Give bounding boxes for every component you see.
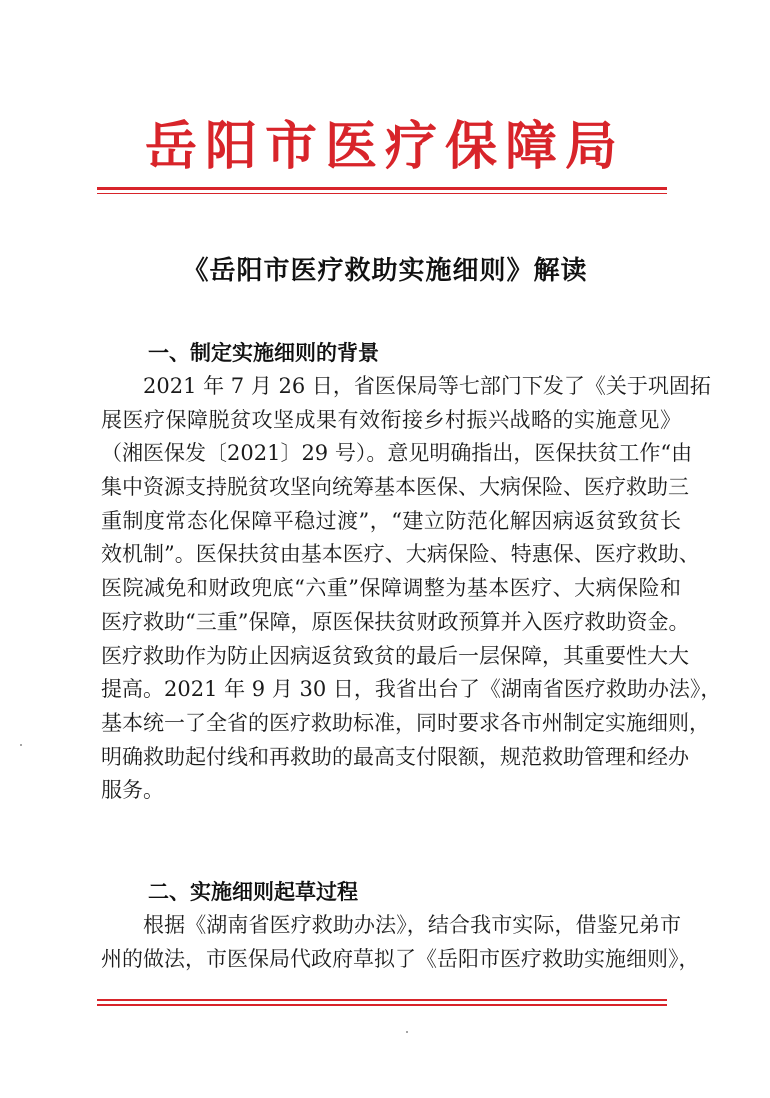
footer-rule-bottom xyxy=(97,1004,667,1006)
paragraph-line: 集中资源支持脱贫攻坚向统筹基本医保、大病保险、医疗救助三 xyxy=(101,475,689,500)
document-title: 《岳阳市医疗救助实施细则》解读 xyxy=(182,256,588,286)
paragraph-line: 医院减免和财政兜底“六重”保障调整为基本医疗、大病保险和 xyxy=(101,576,681,601)
scan-speck xyxy=(20,744,22,746)
footer-rule-top xyxy=(97,999,667,1001)
paragraph-line: 展医疗保障脱贫攻坚成果有效衔接乡村振兴战略的实施意见》 xyxy=(101,407,681,432)
section-heading-drafting: 二、实施细则起草过程 xyxy=(148,880,358,904)
section-paragraph-background xyxy=(101,370,722,808)
paragraph-line: 明确救助起付线和再救助的最高支付限额，规范救助管理和经办 xyxy=(101,744,689,769)
section-paragraph-drafting xyxy=(101,909,700,976)
paragraph-line: 医疗救助作为防止因病返贫致贫的最后一层保障，其重要性大大 xyxy=(101,643,689,668)
paragraph-line: 提高。2021 年 9 月 30 日，我省出台了《湖南省医疗救助办法》， xyxy=(101,677,722,702)
paragraph-line: 基本统一了全省的医疗救助标准，同时要求各市州制定实施细则， xyxy=(101,710,710,735)
paragraph-line: 州的做法，市医保局代政府草拟了《岳阳市医疗救助实施细则》， xyxy=(101,946,700,971)
header-rule-thin xyxy=(97,193,667,194)
section-heading-background: 一、制定实施细则的背景 xyxy=(148,341,379,365)
paragraph-line: 根据《湖南省医疗救助办法》，结合我市实际，借鉴兄弟市 xyxy=(143,913,681,937)
paragraph-line: 重制度常态化保障平稳过渡”，“建立防范化解因病返贫致贫长 xyxy=(101,508,681,533)
paragraph-line: （湘医保发〔2021〕29 号）。意见明确指出，医保扶贫工作“由 xyxy=(101,441,693,466)
paragraph-line: 2021 年 7 月 26 日，省医保局等七部门下发了《关于巩固拓 xyxy=(143,374,711,398)
header-rule-thick xyxy=(97,187,667,190)
paragraph-line: 效机制”。医保扶贫由基本医疗、大病保险、特惠保、医疗救助、 xyxy=(101,542,700,567)
paragraph-line-last: 服务。 xyxy=(101,778,164,803)
paragraph-line: 医疗救助“三重”保障，原医保扶贫财政预算并入医疗救助资金。 xyxy=(101,609,690,634)
scan-speck xyxy=(406,1031,408,1033)
letterhead-title: 岳阳市医疗保障局 xyxy=(144,116,625,177)
